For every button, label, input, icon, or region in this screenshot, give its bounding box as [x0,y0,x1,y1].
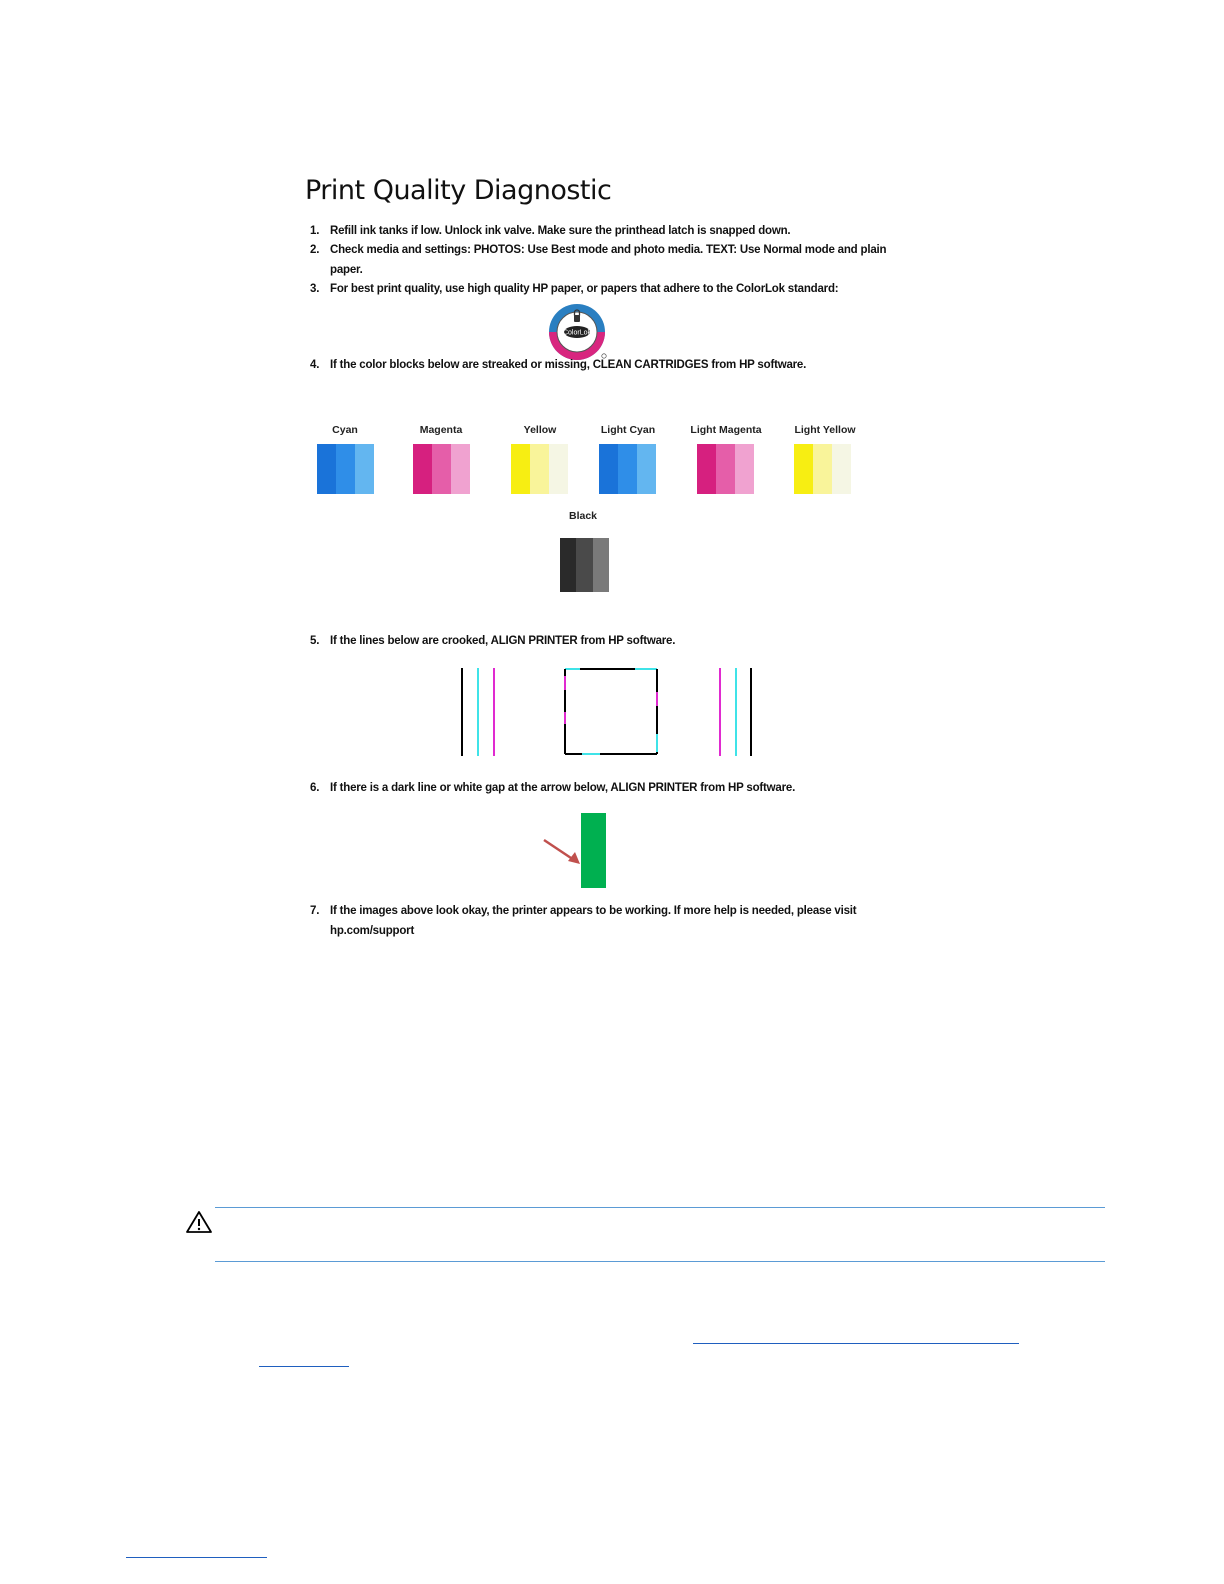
swatch-stripe [317,444,336,494]
swatch-stripe [336,444,355,494]
swatch-stripe [549,444,568,494]
step-number: 3. [310,283,320,295]
swatch-label-light-cyan: Light Cyan [600,424,656,436]
alignment-lines-pattern [450,664,770,760]
magenta-color-block [413,444,470,494]
right-line-group [720,668,751,756]
step-text-continued: paper. [330,263,363,276]
swatch-stripe [413,444,432,494]
step-text: Refill ink tanks if low. Unlock ink valve. Make sure the printhead latch is snapped down. [330,225,791,237]
swatch-stripe [716,444,735,494]
swatch-label-black: Black [568,510,598,522]
cyan-color-block [317,444,374,494]
colorlok-logo-icon [547,302,609,364]
warning-bottom-rule [215,1261,1105,1262]
swatch-stripe [697,444,716,494]
step-text-continued: hp.com/support [330,924,415,937]
hyperlink-underline[interactable] [693,1343,1019,1344]
swatch-label-light-yellow: Light Yellow [794,424,856,436]
black-color-block [560,538,609,592]
step-text: If the color blocks below are streaked or missing, CLEAN CARTRIDGES from HP software. [330,359,807,371]
green-block [581,813,606,888]
warning-icon [185,1210,213,1234]
swatch-stripe [599,444,618,494]
swatch-label-magenta: Magenta [419,424,463,436]
swatch-stripe [794,444,813,494]
yellow-color-block [511,444,568,494]
step-number: 5. [310,635,320,647]
swatch-stripe [432,444,451,494]
alignment-square [565,669,657,754]
swatch-stripe [637,444,656,494]
step-number: 2. [310,244,320,256]
swatch-stripe [593,538,609,592]
swatch-label-cyan: Cyan [332,424,358,436]
arrow-shaft [544,840,574,860]
swatch-label-light-magenta: Light Magenta [690,424,762,436]
step-number: 7. [310,905,320,917]
swatch-stripe [813,444,832,494]
green-alignment-block [540,810,620,892]
light-yellow-color-block [794,444,851,494]
light-cyan-color-block [599,444,656,494]
swatch-stripe [832,444,851,494]
step-text: If the images above look okay, the printer appears to be working. If more help is needed, please visit [330,905,857,917]
footer-link-underline[interactable] [126,1557,267,1558]
step-text: If there is a dark line or white gap at the arrow below, ALIGN PRINTER from HP software. [330,782,796,794]
swatch-stripe [530,444,549,494]
left-line-group [462,668,494,756]
step-number: 6. [310,782,320,794]
swatch-stripe [511,444,530,494]
step-text: Check media and settings: PHOTOS: Use Best mode and photo media. TEXT: Use Normal mode and plain [330,244,887,256]
swatch-stripe [576,538,592,592]
step-text: For best print quality, use high quality HP paper, or papers that adhere to the ColorLok standard: [330,283,839,295]
page-title: Print Quality Diagnostic [305,175,612,206]
step-number: 4. [310,359,320,371]
swatch-stripe [451,444,470,494]
colorlok-logo-text: ColorLok [562,329,592,337]
light-magenta-color-block [697,444,754,494]
warning-top-rule [215,1207,1105,1208]
swatch-label-yellow: Yellow [523,424,557,436]
hyperlink-underline[interactable] [259,1366,349,1367]
step-text: If the lines below are crooked, ALIGN PRINTER from HP software. [330,635,676,647]
step-number: 1. [310,225,320,237]
swatch-stripe [355,444,374,494]
swatch-stripe [560,538,576,592]
swatch-stripe [735,444,754,494]
swatch-stripe [618,444,637,494]
